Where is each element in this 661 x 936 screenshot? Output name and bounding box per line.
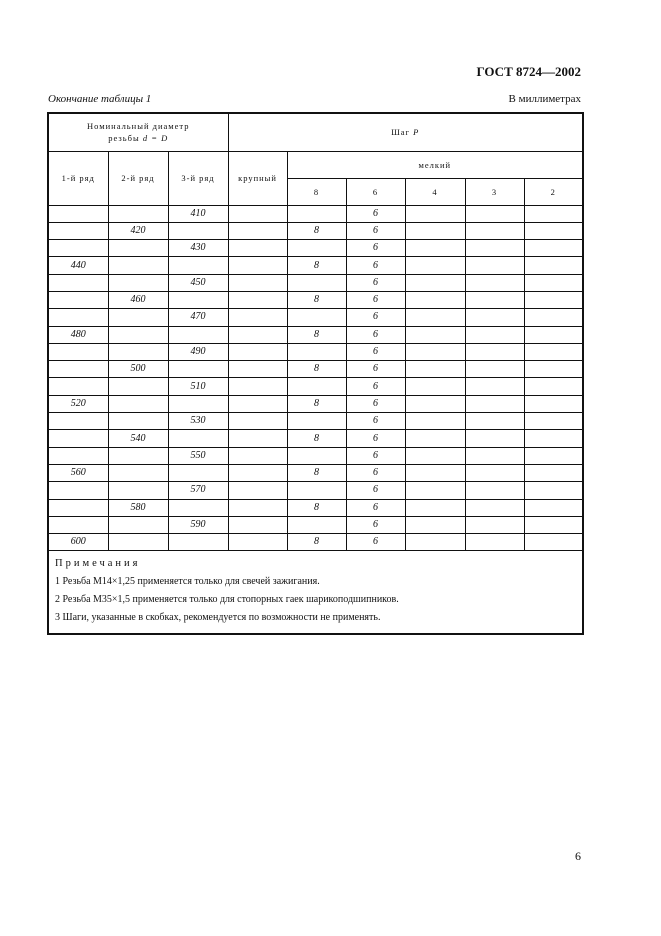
nominal-diameter-label-1: Номинальный диаметр: [87, 121, 190, 132]
table-cell: [287, 447, 346, 464]
table-cell: [524, 395, 583, 412]
table-cell: 8: [287, 222, 346, 239]
table-cell: [405, 326, 465, 343]
table-cell: [168, 291, 228, 308]
table-cell: [287, 378, 346, 395]
table-cell: 530: [168, 413, 228, 430]
table-cell: [465, 413, 524, 430]
table-cell: [524, 499, 583, 516]
table-cell: [108, 257, 168, 274]
table-row: [48, 395, 583, 412]
table-row: [48, 534, 583, 551]
table-cell: [465, 222, 524, 239]
table-cell: [108, 413, 168, 430]
table-cell: [405, 516, 465, 533]
table-row: [48, 291, 583, 308]
table-cell: [168, 361, 228, 378]
table-cell: 6: [346, 534, 405, 551]
table-cell: [524, 516, 583, 533]
table-cell: [405, 534, 465, 551]
note-item: 3 Шаги, указанные в скобках, рекомендуется по возможности не применять.: [55, 612, 381, 624]
table-cell: 440: [48, 257, 108, 274]
notes-block: [48, 551, 583, 635]
table-cell: [524, 291, 583, 308]
table-cell: [405, 430, 465, 447]
fine-col-header: 2: [524, 178, 583, 205]
pitch-var: P: [413, 127, 420, 138]
table-cell: [524, 343, 583, 360]
table-cell: [108, 482, 168, 499]
table-cell: 8: [287, 430, 346, 447]
table-cell: [405, 291, 465, 308]
table-cell: [48, 378, 108, 395]
table-cell: 8: [287, 499, 346, 516]
table-cell: [228, 395, 287, 412]
table-cell: [524, 464, 583, 481]
table-cell: [48, 205, 108, 222]
table-cell: 560: [48, 464, 108, 481]
table-cell: [465, 482, 524, 499]
table-row: [48, 516, 583, 533]
table-cell: [465, 326, 524, 343]
table-cell: [48, 361, 108, 378]
table-cell: [465, 447, 524, 464]
table-cell: 420: [108, 222, 168, 239]
pitch-label: Шаг: [391, 127, 411, 138]
table-cell: [228, 257, 287, 274]
table-cell: 6: [346, 205, 405, 222]
table-cell: [524, 205, 583, 222]
table-cell: [228, 222, 287, 239]
table-cell: [168, 499, 228, 516]
table-cell: [48, 516, 108, 533]
table-cell: 6: [346, 413, 405, 430]
row2-header: 2-й ряд: [108, 151, 168, 205]
table-cell: [465, 291, 524, 308]
table-cell: 490: [168, 343, 228, 360]
table-cell: 570: [168, 482, 228, 499]
table-cell: 6: [346, 222, 405, 239]
table-cell: 8: [287, 464, 346, 481]
table-cell: 550: [168, 447, 228, 464]
table-cell: [524, 326, 583, 343]
table-cell: [465, 534, 524, 551]
table-cell: [465, 240, 524, 257]
table-row: [48, 205, 583, 222]
table-cell: [228, 291, 287, 308]
table-cell: [524, 222, 583, 239]
table-cell: [287, 413, 346, 430]
table-row: [48, 326, 583, 343]
table-cell: [48, 343, 108, 360]
table-cell: 8: [287, 291, 346, 308]
coarse-header: крупный: [228, 151, 287, 205]
page-number: 6: [575, 849, 581, 863]
table-cell: [228, 534, 287, 551]
table-cell: [405, 395, 465, 412]
table-cell: 6: [346, 274, 405, 291]
table-cell: 6: [346, 464, 405, 481]
table-cell: [108, 395, 168, 412]
pitch-header: [228, 113, 583, 151]
table-cell: [405, 361, 465, 378]
table-row: [48, 343, 583, 360]
table-cell: [168, 464, 228, 481]
nominal-diameter-label-2: резьбы: [108, 133, 140, 144]
table-cell: 540: [108, 430, 168, 447]
table-cell: [108, 464, 168, 481]
table-cell: [405, 378, 465, 395]
table-cell: [48, 222, 108, 239]
table-cell: [465, 516, 524, 533]
fine-col-header: 8: [287, 178, 346, 205]
table-cell: [108, 309, 168, 326]
table-row: [48, 464, 583, 481]
table-cell: 6: [346, 499, 405, 516]
table-cell: 520: [48, 395, 108, 412]
table-cell: 6: [346, 482, 405, 499]
table-cell: [465, 205, 524, 222]
table-cell: [405, 309, 465, 326]
table-cell: [465, 343, 524, 360]
table-cell: [168, 534, 228, 551]
table-cell: [108, 447, 168, 464]
table-cell: 470: [168, 309, 228, 326]
table-cell: [48, 309, 108, 326]
table-cell: [168, 222, 228, 239]
table-cell: [48, 291, 108, 308]
table-cell: [287, 240, 346, 257]
table-cell: [108, 516, 168, 533]
table-cell: [228, 326, 287, 343]
table-cell: [168, 257, 228, 274]
table-cell: [228, 205, 287, 222]
table-cell: [524, 482, 583, 499]
table-cell: [228, 309, 287, 326]
table-cell: [524, 240, 583, 257]
table-cell: [405, 343, 465, 360]
table-row: [48, 361, 583, 378]
table-cell: [108, 274, 168, 291]
table-cell: 430: [168, 240, 228, 257]
table-cell: [48, 240, 108, 257]
table-row: [48, 447, 583, 464]
table-cell: 8: [287, 257, 346, 274]
table-cell: [465, 430, 524, 447]
table-cell: [524, 309, 583, 326]
table-cell: 6: [346, 430, 405, 447]
table-cell: [228, 240, 287, 257]
nominal-diameter-header: [48, 113, 228, 151]
table-caption: Окончание таблицы 1: [48, 93, 152, 105]
thread-pitch-table: [47, 112, 584, 635]
table-cell: 6: [346, 516, 405, 533]
table-cell: [405, 413, 465, 430]
table-cell: [228, 361, 287, 378]
table-cell: [465, 499, 524, 516]
table-cell: 8: [287, 395, 346, 412]
table-cell: 500: [108, 361, 168, 378]
table-cell: [287, 274, 346, 291]
table-cell: [524, 257, 583, 274]
table-cell: [228, 447, 287, 464]
table-cell: [48, 499, 108, 516]
table-cell: 6: [346, 361, 405, 378]
table-cell: [108, 378, 168, 395]
table-cell: [405, 274, 465, 291]
table-cell: 600: [48, 534, 108, 551]
table-row: [48, 240, 583, 257]
table-cell: 6: [346, 309, 405, 326]
table-row: [48, 482, 583, 499]
table-cell: 6: [346, 291, 405, 308]
fine-col-header: 4: [405, 178, 465, 205]
table-cell: [108, 205, 168, 222]
table-cell: [228, 430, 287, 447]
table-cell: [405, 205, 465, 222]
table-cell: [287, 482, 346, 499]
table-cell: [405, 482, 465, 499]
table-cell: [405, 257, 465, 274]
table-cell: 6: [346, 240, 405, 257]
table-cell: [524, 447, 583, 464]
table-cell: [287, 205, 346, 222]
table-cell: [465, 309, 524, 326]
notes-title: Примечания: [55, 558, 141, 570]
table-cell: [405, 447, 465, 464]
note-item: 1 Резьба M14×1,25 применяется только для свечей зажигания.: [55, 576, 320, 588]
table-cell: [287, 516, 346, 533]
table-cell: 480: [48, 326, 108, 343]
table-cell: 6: [346, 326, 405, 343]
table-cell: [465, 395, 524, 412]
table-cell: [405, 222, 465, 239]
row1-header: 1-й ряд: [48, 151, 108, 205]
table-cell: 510: [168, 378, 228, 395]
table-cell: [228, 378, 287, 395]
table-cell: [524, 534, 583, 551]
table-cell: 6: [346, 257, 405, 274]
units-label: В миллиметрах: [508, 93, 581, 105]
table-cell: [405, 499, 465, 516]
table-cell: [524, 274, 583, 291]
fine-header: мелкий: [287, 151, 583, 178]
table-cell: [465, 274, 524, 291]
table-cell: [168, 395, 228, 412]
table-row: [48, 257, 583, 274]
table-cell: 8: [287, 361, 346, 378]
fine-col-header: 3: [465, 178, 524, 205]
table-cell: [465, 464, 524, 481]
nominal-diameter-var: d = D: [142, 133, 169, 144]
table-cell: [524, 361, 583, 378]
table-cell: [524, 413, 583, 430]
table-cell: [287, 343, 346, 360]
table-cell: [108, 326, 168, 343]
row3-header: 3-й ряд: [168, 151, 228, 205]
table-cell: [465, 257, 524, 274]
table-cell: [524, 430, 583, 447]
table-cell: [465, 378, 524, 395]
table-cell: 580: [108, 499, 168, 516]
table-cell: [228, 482, 287, 499]
table-cell: 6: [346, 378, 405, 395]
table-row: [48, 274, 583, 291]
table-cell: 6: [346, 395, 405, 412]
table-cell: 8: [287, 326, 346, 343]
table-cell: [48, 413, 108, 430]
table-cell: 460: [108, 291, 168, 308]
table-cell: 8: [287, 534, 346, 551]
table-cell: [228, 499, 287, 516]
table-cell: 6: [346, 447, 405, 464]
table-cell: [405, 240, 465, 257]
table-cell: 410: [168, 205, 228, 222]
table-row: [48, 309, 583, 326]
table-cell: [405, 464, 465, 481]
table-cell: [228, 516, 287, 533]
table-cell: [228, 413, 287, 430]
note-item: 2 Резьба M35×1,5 применяется только для стопорных гаек шарикоподшипников.: [55, 594, 399, 606]
table-cell: [228, 274, 287, 291]
table-cell: [108, 240, 168, 257]
table-cell: [465, 361, 524, 378]
table-cell: [228, 464, 287, 481]
table-row: [48, 222, 583, 239]
document-code: ГОСТ 8724—2002: [476, 64, 581, 79]
table-cell: [48, 430, 108, 447]
table-cell: [48, 482, 108, 499]
table-cell: 450: [168, 274, 228, 291]
table-cell: [108, 534, 168, 551]
table-row: [48, 378, 583, 395]
table-cell: [228, 343, 287, 360]
table-row: [48, 499, 583, 516]
table-cell: 590: [168, 516, 228, 533]
table-cell: [48, 447, 108, 464]
fine-col-header: 6: [346, 178, 405, 205]
table-cell: [287, 309, 346, 326]
table-cell: [168, 326, 228, 343]
table-cell: [168, 430, 228, 447]
table-cell: [108, 343, 168, 360]
table-cell: 6: [346, 343, 405, 360]
table-cell: [524, 378, 583, 395]
table-cell: [48, 274, 108, 291]
table-row: [48, 430, 583, 447]
table-row: [48, 413, 583, 430]
